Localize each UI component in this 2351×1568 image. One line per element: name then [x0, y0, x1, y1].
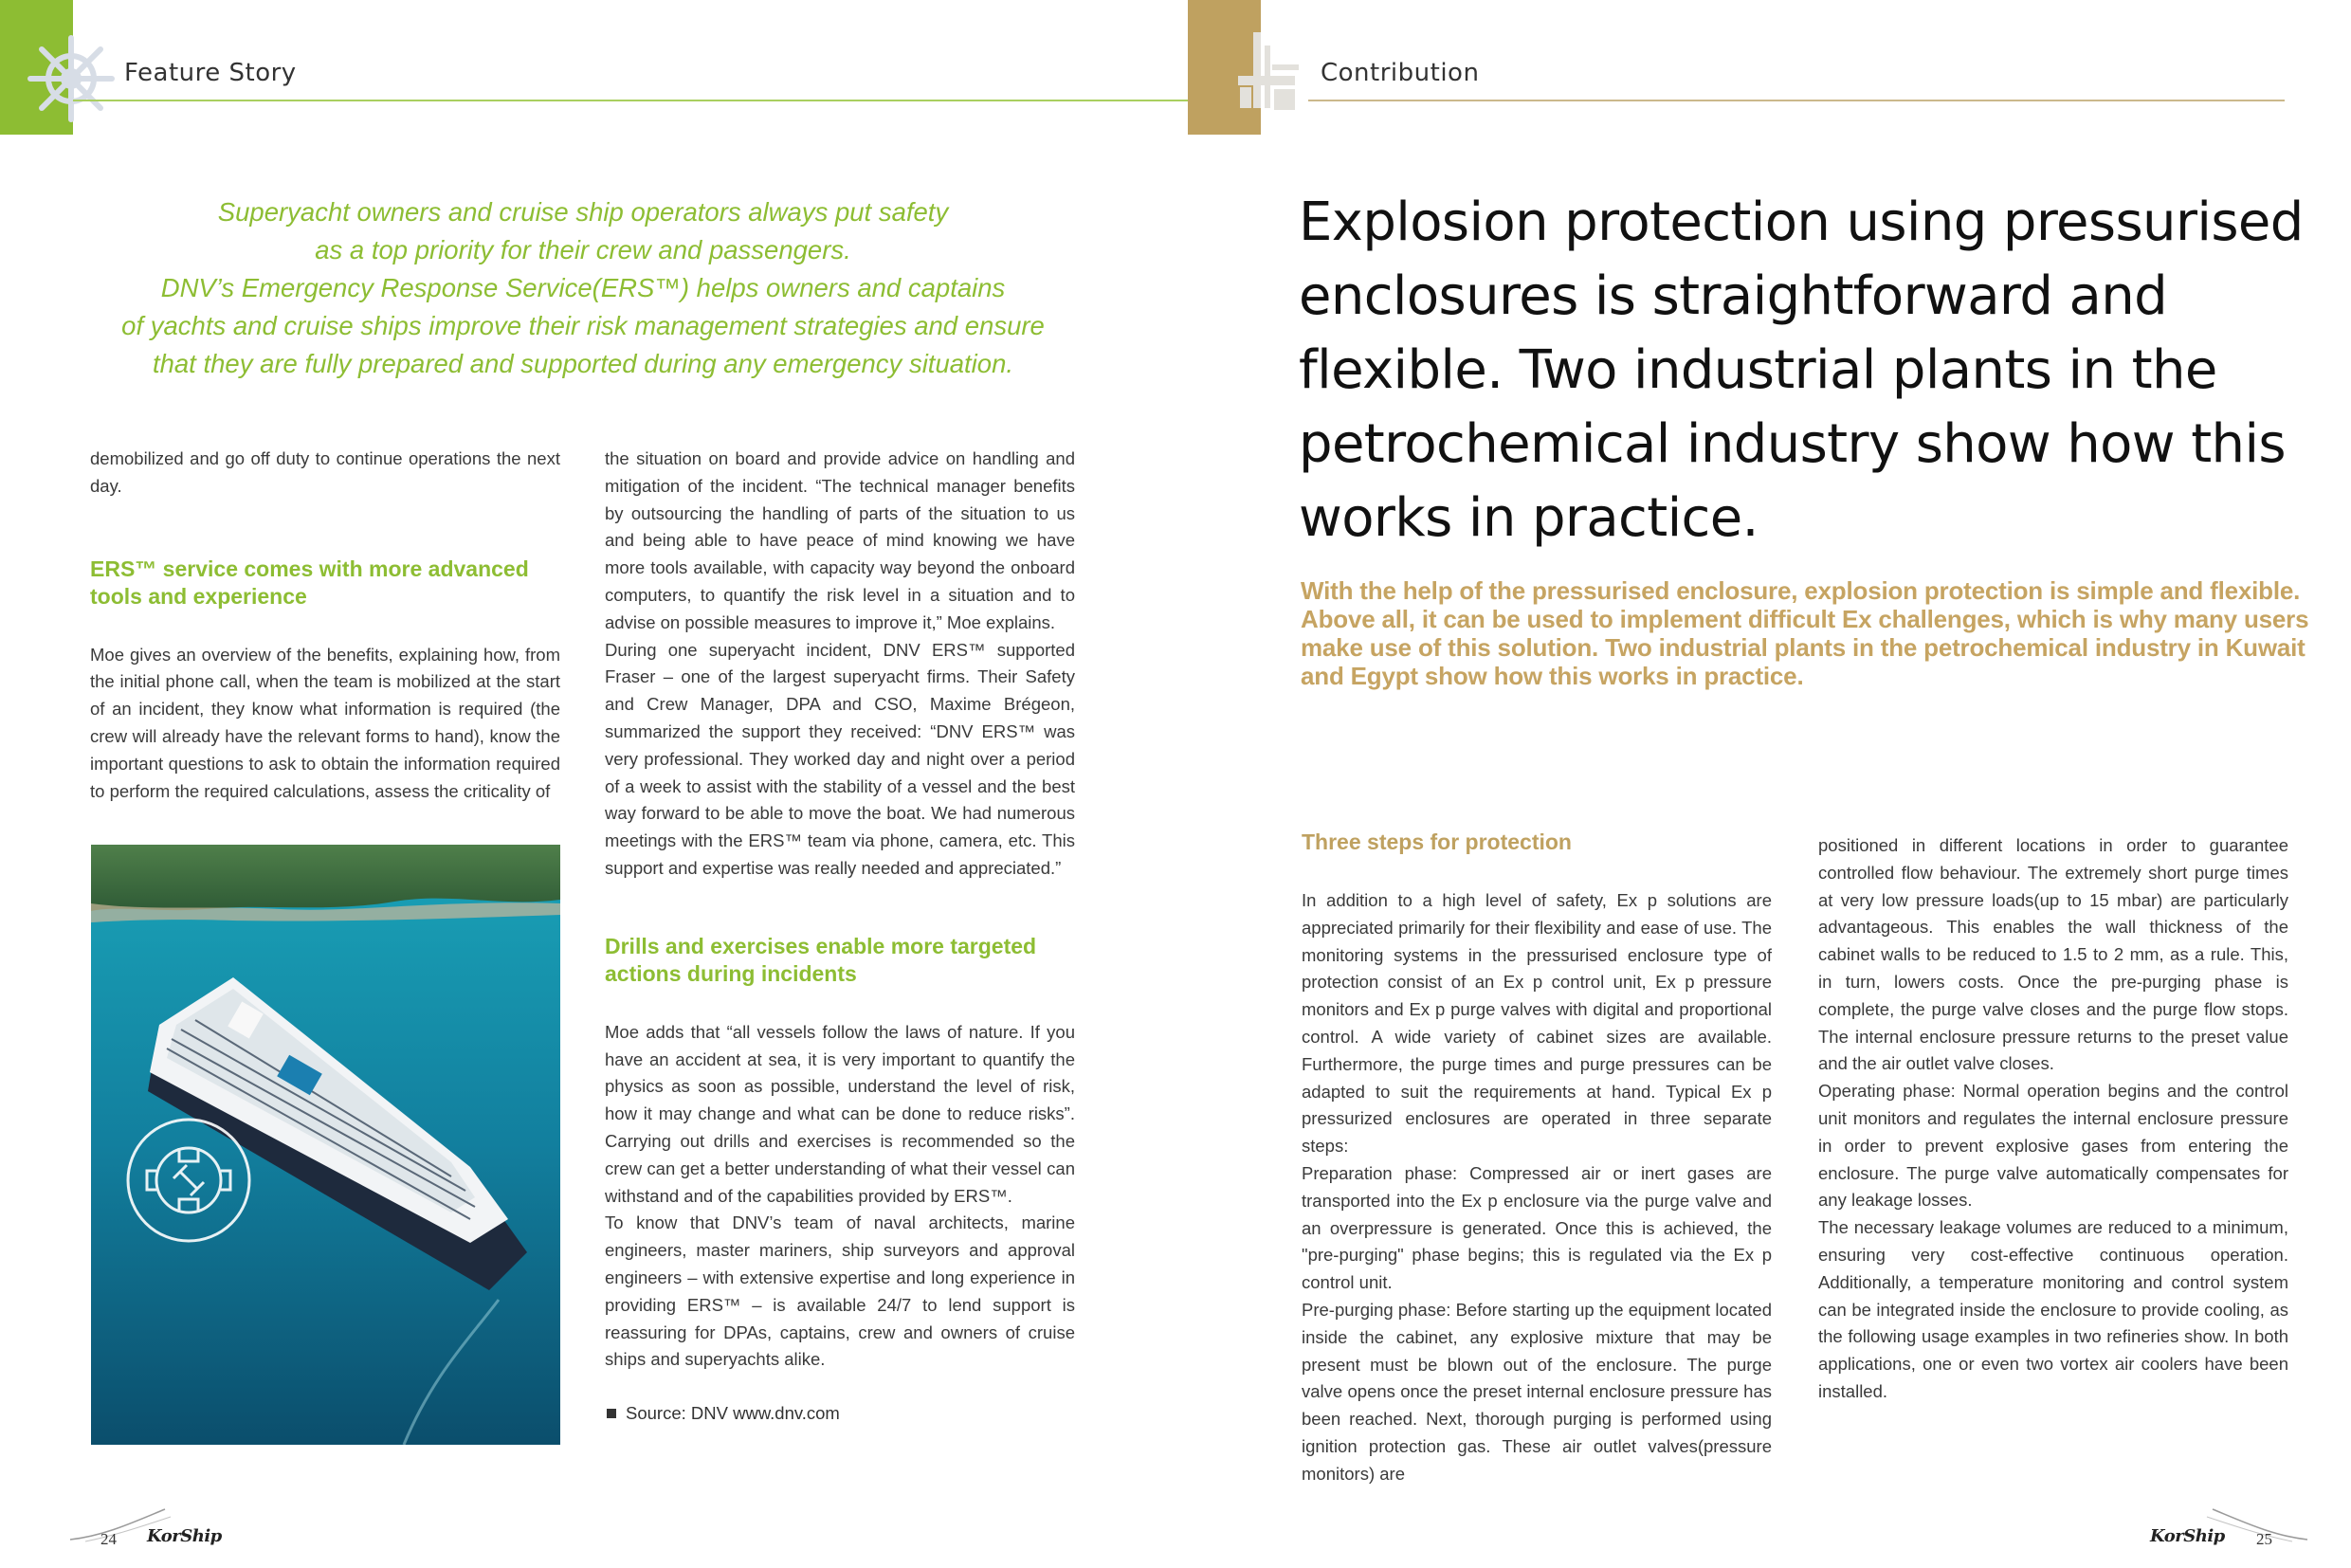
- brand-logo-right: KorShip: [2150, 1526, 2225, 1546]
- article-headline: [1299, 186, 2304, 556]
- body-paragraph: Moe adds that “all vessels follow the laws of nature. If you have an accident at sea, it is very important to quantify the physics as soon as possible, understand the level of risk, how it may change and what can be done to reduce risks”. Carrying out drills and exercises is recommended so the crew can get a better understanding of what their vessel can withstand and of the capabilities provided by ERS™.: [605, 1021, 1075, 1206]
- header-rule-right: [1308, 100, 2285, 101]
- section-label-right: Contribution: [1321, 59, 1480, 87]
- article-column-1: [90, 446, 560, 805]
- body-paragraph: demobilized and go off duty to continue operations the next day.: [90, 448, 560, 496]
- subheading: Drills and exercises enable more targeted actions during incidents: [605, 933, 1037, 986]
- lead-line: With the help of the pressurised enclosure, explosion protection is simple and flexible.: [1301, 576, 2301, 605]
- lead-line: make use of this solution. Two industrial plants in the petrochemical industry in Kuwait: [1301, 633, 2305, 662]
- page-number-right: 25: [2256, 1530, 2272, 1548]
- body-paragraph: Pre-purging phase: Before starting up the equipment located inside the cabinet, any explosive mixture that may be present must be blown out of the enclosure. The purge valve opens once the preset internal enclosure pressure has been reached. Next, thorough purging is performed using ignition protection gas. These air outlet valves(pressure monitors) are: [1302, 1299, 1772, 1484]
- industrial-plant-icon: [1229, 27, 1304, 118]
- body-paragraph: the situation on board and provide advice on handling and mitigation of the incident. “The technical manager benefits by outsourcing the handling of parts of the situation to us and being able to have peace of mind knowing we have more tools available, with capacity way beyond the onboard computers, to quantify the risk level in a situation and to advise on possible measures to improve it,” Moe explains.: [605, 448, 1075, 632]
- ship-wheel-icon: [27, 34, 116, 123]
- body-paragraph: positioned in different locations in order to guarantee controlled flow behaviour. The extremely short purge times at very low pressure loads(up to 15 mbar) are particularly advantageous. This enables the wall thickness of the cabinet walls to be reduced to 1.5 to 2 mm, as a rule. This, in turn, lowers costs. Once the pre-purging phase is complete, the purge valve closes and the purge flow stops. The internal enclosure pressure returns to the preset value and the air outlet valve closes.: [1818, 835, 2288, 1074]
- intro-line: Superyacht owners and cruise ship operators always put safety: [217, 197, 949, 227]
- subheading: Three steps for protection: [1302, 830, 1572, 854]
- article-column-3: [1302, 829, 1772, 1488]
- headline-line: flexible. Two industrial plants in the: [1299, 339, 2217, 401]
- intro-line: DNV’s Emergency Response Service(ERS™) helps owners and captains: [160, 273, 1006, 302]
- source-text: Source: DNV www.dnv.com: [626, 1403, 840, 1423]
- body-paragraph: In addition to a high level of safety, Ex p solutions are appreciated primarily for their flexibility and ease of use. The monitoring systems in the pressurised enclosure type of protection consist of an Ex p control unit, Ex p pressure monitors and Ex p purge valves with digital and proportional control. A wide variety of cabinet sizes are available. Furthermore, the purge times and purge pressures can be adapted to suit the requirements at hand. Typical Ex p pressurized enclosures are operated in three separate steps:: [1302, 890, 1772, 1157]
- subheading: ERS™ service comes with more advanced tools and experience: [90, 556, 529, 609]
- headline-line: petrochemical industry show how this: [1299, 413, 2286, 475]
- body-paragraph: To know that DNV’s team of naval architects, marine engineers, master mariners, ship surveyors and approval engineers – with extensive expertise and long experience in providing ERS™ – is available 24/7 to lend support is reassuring for DPAs, captains, crew and owners of cruise ships and superyachts alike.: [605, 1212, 1075, 1370]
- page-number-left: 24: [100, 1530, 117, 1548]
- intro-line: as a top priority for their crew and passengers.: [315, 235, 851, 264]
- lead-line: and Egypt show how this works in practice.: [1301, 662, 1804, 690]
- article-column-4: [1818, 832, 2288, 1406]
- body-paragraph: The necessary leakage volumes are reduced to a minimum, ensuring very cost-effective continuous operation. Additionally, a temperature monitoring and control system can be integrated inside the enclosure to provide cooling, as the following usage examples in two refineries show. In both applications, one or even two vortex air coolers have been installed.: [1818, 1217, 2288, 1401]
- body-paragraph: Moe gives an overview of the benefits, explaining how, from the initial phone call, when the team is mobilized at the start of an incident, they know what information is required (the crew will already have the relevant forms to hand), know the important questions to ask to obtain the information required to perform the required calculations, assess the criticality of: [90, 644, 560, 801]
- brand-logo-left: KorShip: [147, 1526, 222, 1546]
- headline-line: Explosion protection using pressurised: [1299, 191, 2304, 253]
- lead-line: Above all, it can be used to implement difficult Ex challenges, which is why many users: [1301, 605, 2309, 633]
- header-rule-left: [73, 100, 1188, 101]
- body-paragraph: Preparation phase: Compressed air or inert gases are transported into the Ex p enclosure via the purge valve and an overpressure is generated. Once this is achieved, the "pre-purging" phase begins; this is regulated via the Ex p control unit.: [1302, 1162, 1772, 1293]
- intro-standfirst: [100, 193, 1066, 383]
- bullet-square-icon: [607, 1409, 616, 1418]
- cruise-ship-photo: [91, 845, 560, 1445]
- article-lead: [1301, 576, 2309, 690]
- body-paragraph: Operating phase: Normal operation begins and the control unit monitors and regulates the internal enclosure pressure in order to prevent explosive gases from entering the enclosure. The purge valve automatically compensates for any leakage losses.: [1818, 1081, 2288, 1211]
- intro-line: of yachts and cruise ships improve their risk management strategies and ensure: [121, 311, 1045, 340]
- article-column-2: [605, 446, 1075, 1374]
- section-label-left: Feature Story: [124, 59, 297, 87]
- body-paragraph: During one superyacht incident, DNV ERS™ supported Fraser – one of the largest superyacht firms. Their Safety and Crew Manager, DPA and CSO, Maxime Brégeon, summarized the support they received: “DNV ERS™ was very professional. They worked day and night over a period of a week to assist with the stability of a vessel and the best way forward to be able to move the boat. We had numerous meetings with the ERS™ team via phone, camera, etc. This support and expertise was really needed and appreciated.”: [605, 639, 1075, 878]
- source-note: [607, 1403, 840, 1424]
- headline-line: enclosures is straightforward and: [1299, 265, 2168, 327]
- headline-line: works in practice.: [1299, 487, 1759, 549]
- intro-line: that they are fully prepared and supported during any emergency situation.: [152, 349, 1014, 378]
